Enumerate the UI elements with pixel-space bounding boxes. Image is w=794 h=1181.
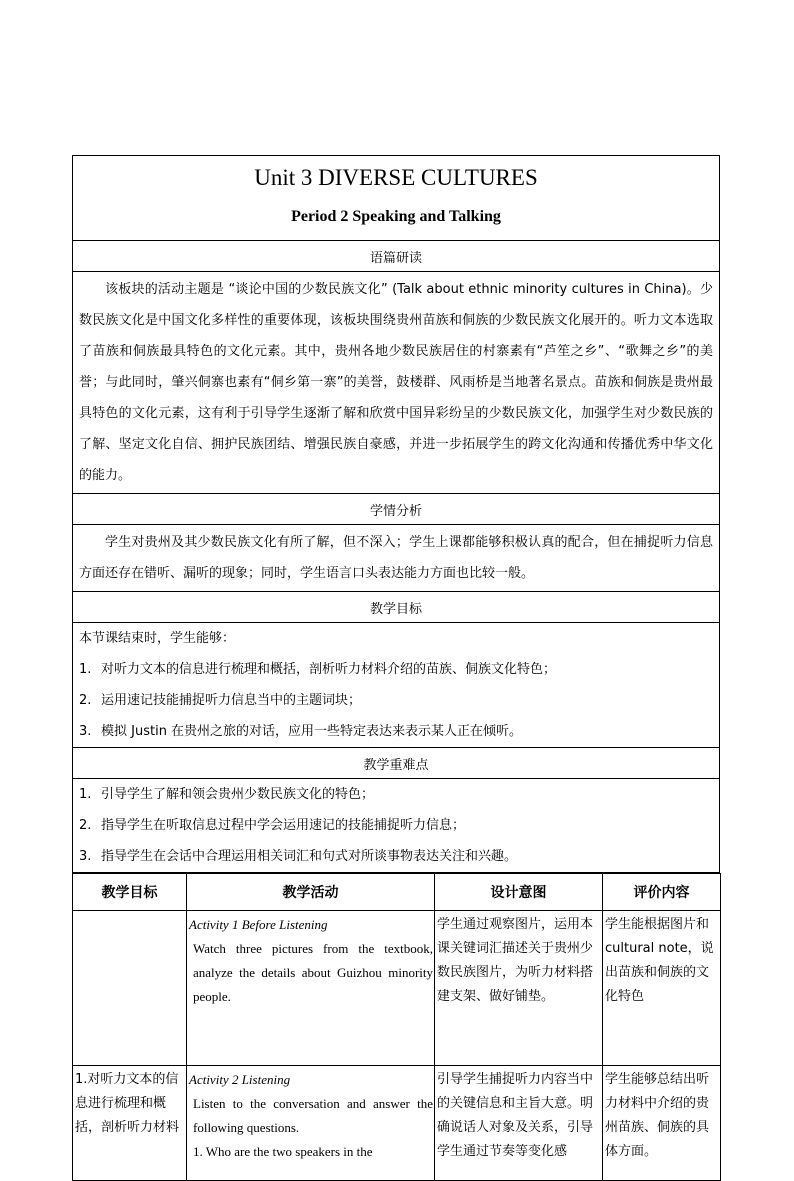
section-heading-objectives: 教学目标 <box>73 592 720 623</box>
activity-table <box>72 873 721 1181</box>
section-heading-text-analysis: 语篇研读 <box>73 241 720 272</box>
intent-cell: 学生通过观察图片，运用本课关键词汇描述关于贵州少数民族图片，为听力材料搭建支架、做好铺垫。 <box>435 911 603 1066</box>
activity-title: Activity 1 Before Listening <box>189 917 328 932</box>
col-header-intent: 设计意图 <box>435 874 603 911</box>
intent-cell: 引导学生捕捉听力内容当中的关键信息和主旨大意。明确说话人对象及关系，引导学生通过节奏等变化感 <box>435 1066 603 1181</box>
title-cell <box>73 156 720 241</box>
activity-body: Listen to the conversation and answer the following questions. <box>193 1096 433 1135</box>
unit-title: Unit 3 DIVERSE CULTURES <box>254 165 538 190</box>
section-heading-student-analysis: 学情分析 <box>73 494 720 525</box>
text-analysis-body: 该板块的活动主题是 “谈论中国的少数民族文化” (Talk about ethnic minority cultures in China)。少数民族文化是中国文化多样性的重要体现，该板块围绕贵州苗族和侗族的少数民族文化展开的。听力文本选取了苗族和侗族最具特色的文化元素。其中，贵州各地少数民族居住的村寨素有“芦笙之乡”、“歌舞之乡”的美誉；与此同时，肇兴侗寨也素有“侗乡第一寨”的美誉，鼓楼群、风雨桥是当地著名景点。苗族和侗族是贵州最具特色的文化元素，这有利于引导学生逐渐了解和欣赏中国异彩纷呈的少数民族文化，加强学生对少数民族的了解、坚定文化自信、拥护民族团结、增强民族自豪感，并进一步拓展学生的跨文化沟通和传播优秀中华文化的能力。 <box>73 272 720 494</box>
activity-question: 1. Who are the two speakers in the <box>193 1144 373 1159</box>
evaluation-cell: 学生能根据图片和cultural note，说出苗族和侗族的文化特色 <box>603 911 721 1066</box>
list-item: 2. 运用速记技能捕捉听力信息当中的主题词块； <box>79 693 362 708</box>
list-item: 1. 对听力文本的信息进行梳理和概括，剖析听力材料介绍的苗族、侗族文化特色； <box>79 662 557 677</box>
col-header-evaluation: 评价内容 <box>603 874 721 911</box>
objectives-intro: 本节课结束时，学生能够： <box>79 631 236 646</box>
table-row <box>73 1066 721 1181</box>
activity-cell <box>187 911 435 1066</box>
objectives-list <box>73 623 720 748</box>
lesson-plan-table <box>72 155 720 873</box>
period-title: Period 2 Speaking and Talking <box>291 208 501 225</box>
student-analysis-body: 学生对贵州及其少数民族文化有所了解，但不深入；学生上课都能够积极认真的配合，但在捕捉听力信息方面还存在错听、漏听的现象；同时，学生语言口头表达能力方面也比较一般。 <box>73 525 720 592</box>
list-item: 3. 模拟 Justin 在贵州之旅的对话，应用一些特定表达来表示某人正在倾听。 <box>79 724 523 739</box>
list-item: 2. 指导学生在听取信息过程中学会运用速记的技能捕捉听力信息； <box>79 818 466 833</box>
document <box>72 155 720 1181</box>
list-item: 1. 引导学生了解和领会贵州少数民族文化的特色； <box>79 787 375 802</box>
goal-cell <box>73 911 187 1066</box>
table-row <box>73 911 721 1066</box>
key-points-list <box>73 779 720 873</box>
section-heading-key-points: 教学重难点 <box>73 748 720 779</box>
list-item: 3. 指导学生在会话中合理运用相关词汇和句式对所谈事物表达关注和兴趣。 <box>79 849 518 864</box>
goal-cell: 1.对听力文本的信息进行梳理和概括，剖析听力材料 <box>73 1066 187 1181</box>
col-header-activity: 教学活动 <box>187 874 435 911</box>
col-header-goal: 教学目标 <box>73 874 187 911</box>
activity-cell <box>187 1066 435 1181</box>
evaluation-cell: 学生能够总结出听力材料中介绍的贵州苗族、侗族的具体方面。 <box>603 1066 721 1181</box>
activity-title: Activity 2 Listening <box>189 1072 291 1087</box>
activity-body: Watch three pictures from the textbook, analyze the details about Guizhou minority people. <box>193 941 433 1004</box>
